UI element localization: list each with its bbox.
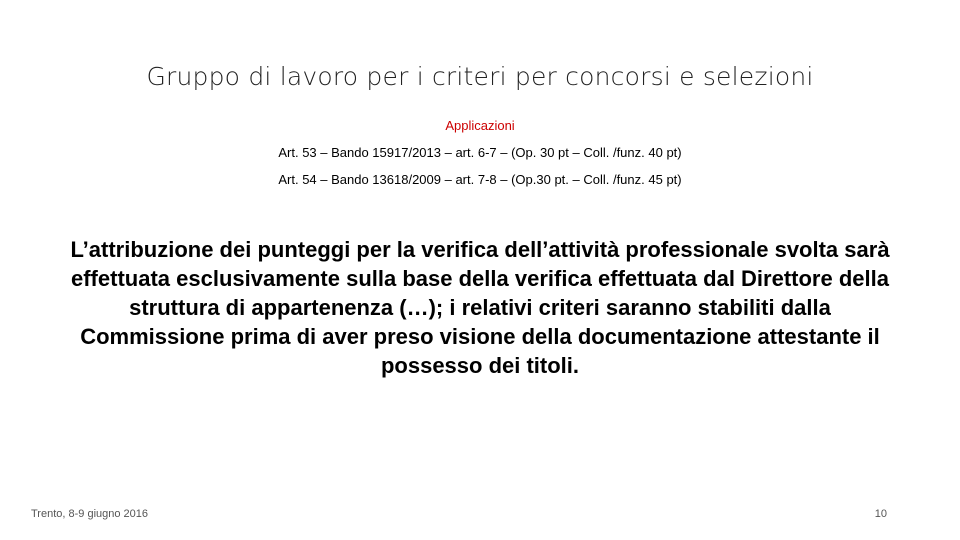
page-number: 10 xyxy=(874,508,887,520)
slide-subtitle: Applicazioni xyxy=(445,118,515,133)
body-paragraph: L’attribuzione dei punteggi per la verifica dell’attività professionale svolta sarà effettuata esclusivamente sulla base della verifica effettuata dal Direttore della struttura di appartenenza (…); i relativi criteri saranno stabiliti dalla Commissione prima di aver preso visione della documentazione attestante il possesso dei titoli. xyxy=(70,237,890,378)
article-line-1: Art. 53 – Bando 15917/2013 – art. 6-7 – (Op. 30 pt – Coll. /funz. 40 pt) xyxy=(278,145,682,160)
article-line-2: Art. 54 – Bando 13618/2009 – art. 7-8 – (Op.30 pt. – Coll. /funz. 45 pt) xyxy=(278,172,682,187)
footer-location-date: Trento, 8-9 giugno 2016 xyxy=(31,508,149,520)
slide-title: Gruppo di lavoro per i criteri per concorsi e selezioni xyxy=(146,62,814,91)
